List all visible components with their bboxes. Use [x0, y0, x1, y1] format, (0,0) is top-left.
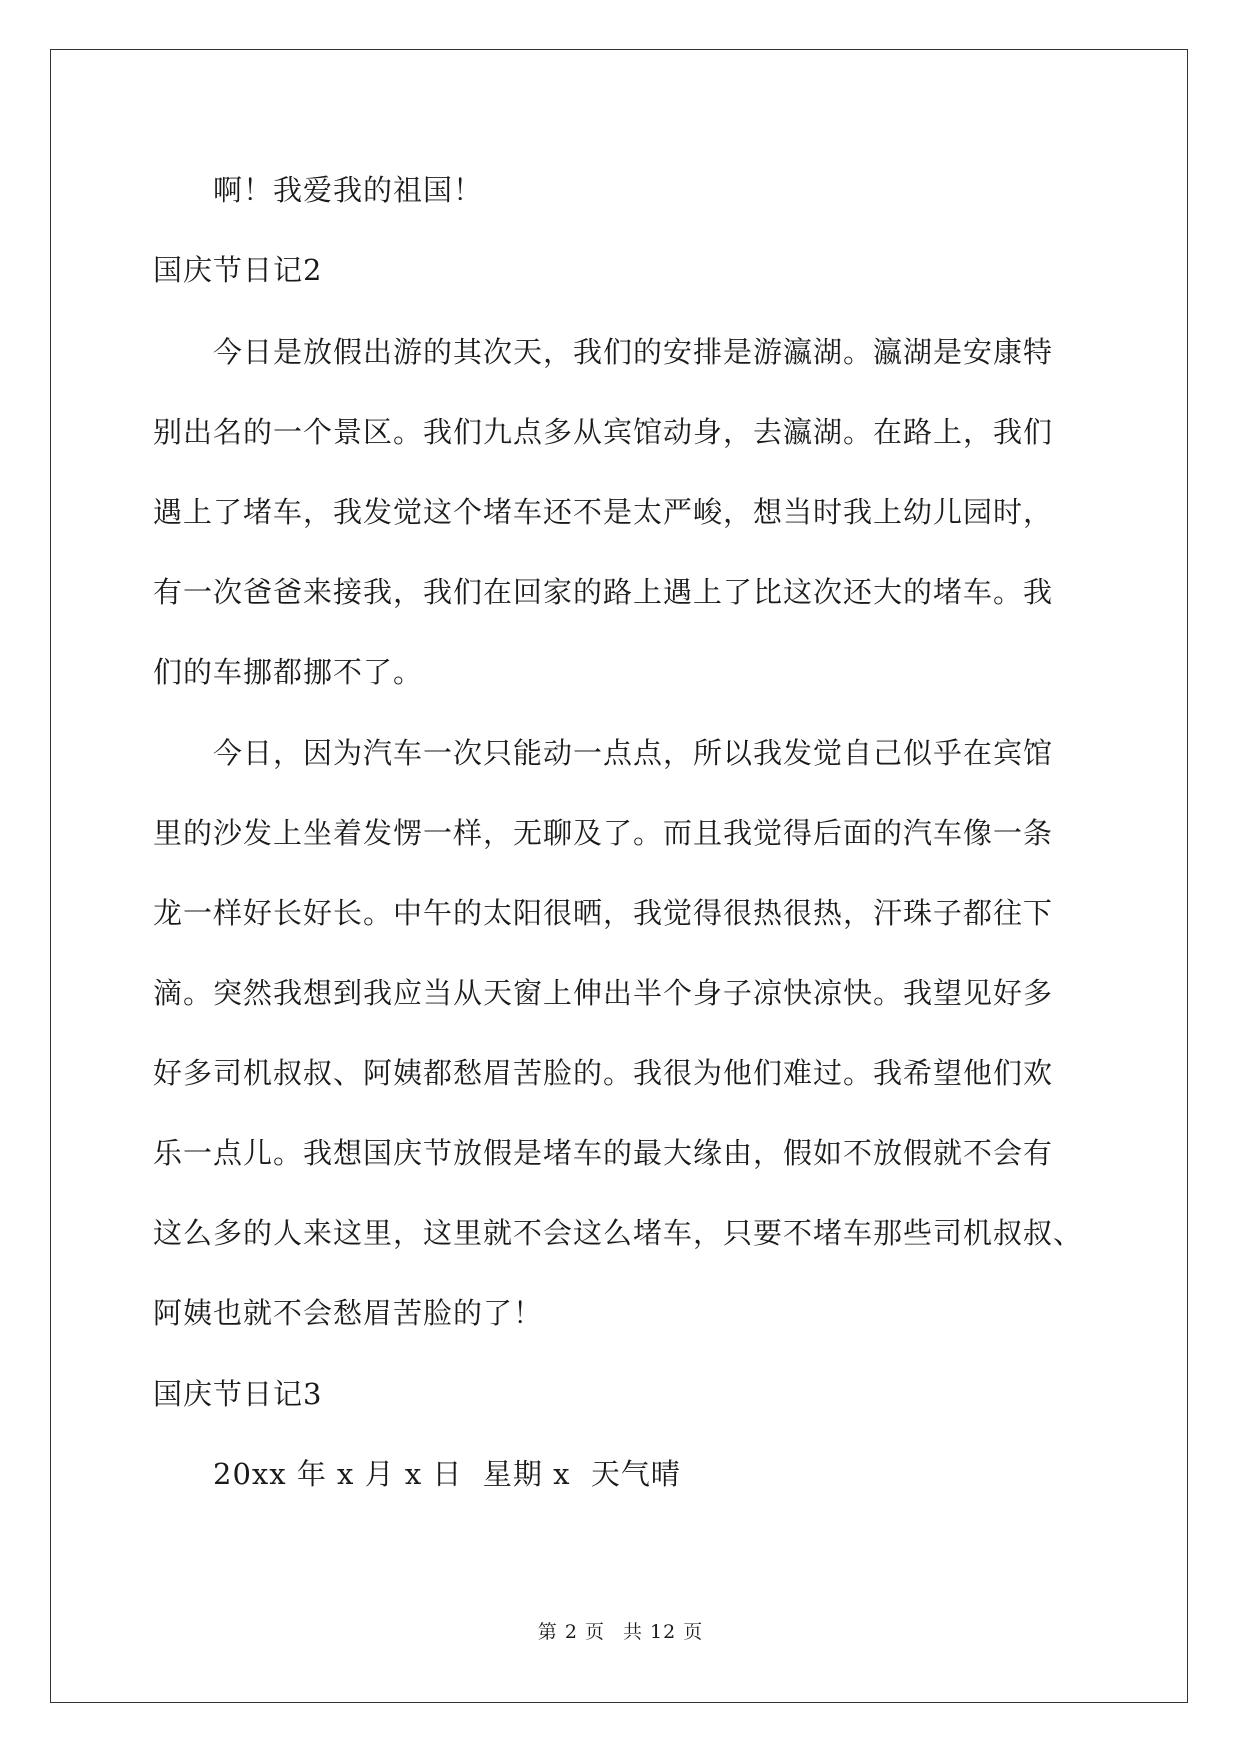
- paragraph-line: 有一次爸爸来接我，我们在回家的路上遇上了比这次还大的堵车。我: [153, 575, 1054, 609]
- paragraph-line: 里的沙发上坐着发愣一样，无聊及了。而且我觉得后面的汽车像一条: [153, 816, 1054, 850]
- page-total: 共 12 页: [622, 1621, 704, 1643]
- paragraph-line: 今日是放假出游的其次天，我们的安排是游瀛湖。瀛湖是安康特: [213, 335, 1054, 369]
- paragraph-line: 们的车挪都挪不了。: [153, 655, 424, 689]
- paragraph-line: 乐一点儿。我想国庆节放假是堵车的最大缘由，假如不放假就不会有: [153, 1136, 1054, 1170]
- paragraph-line: 滴。突然我想到我应当从天窗上伸出半个身子凉快凉快。我望见好多: [153, 976, 1054, 1010]
- diary-date-line: 20xx 年 x 月 x 日 星期 x 天气晴: [213, 1457, 681, 1491]
- paragraph-line: 好多司机叔叔、阿姨都愁眉苦脸的。我很为他们难过。我希望他们欢: [153, 1056, 1054, 1090]
- paragraph-line: 这么多的人来这里，这里就不会这么堵车，只要不堵车那些司机叔叔、: [153, 1216, 1084, 1250]
- section-heading-diary-3: 国庆节日记3: [153, 1377, 323, 1411]
- paragraph-line: 今日，因为汽车一次只能动一点点，所以我发觉自己似乎在宾馆: [213, 736, 1054, 770]
- paragraph-line: 龙一样好长好长。中午的太阳很晒，我觉得很热很热，汗珠子都往下: [153, 896, 1054, 930]
- closing-exclamation: 啊！我爱我的祖国！: [213, 173, 484, 207]
- paragraph-line: 阿姨也就不会愁眉苦脸的了！: [153, 1296, 544, 1330]
- paragraph-line: 遇上了堵车，我发觉这个堵车还不是太严峻，想当时我上幼儿园时，: [153, 495, 1054, 529]
- paragraph-line: 别出名的一个景区。我们九点多从宾馆动身，去瀛湖。在路上，我们: [153, 415, 1054, 449]
- page-footer: [0, 1619, 1241, 1645]
- page-number: 第 2 页: [537, 1621, 605, 1643]
- section-heading-diary-2: 国庆节日记2: [153, 253, 323, 287]
